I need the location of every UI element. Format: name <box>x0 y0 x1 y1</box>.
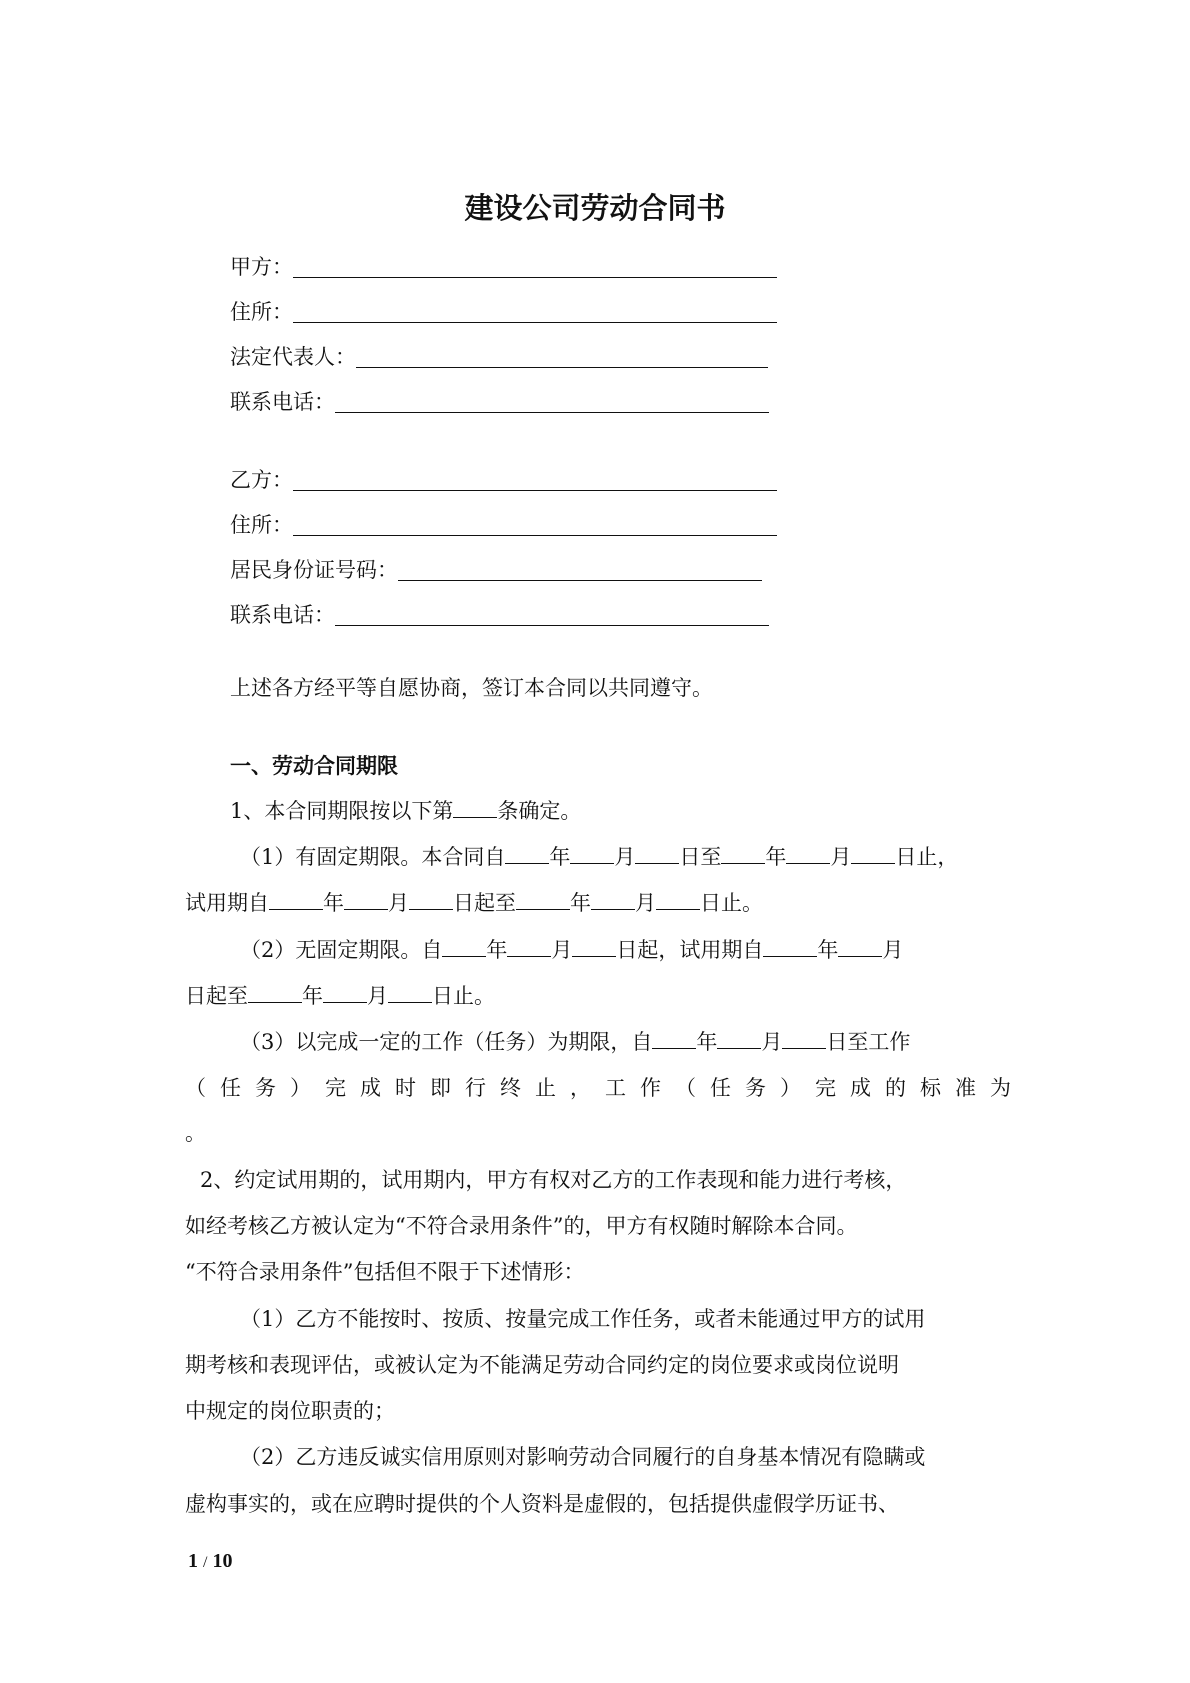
date-blank[interactable] <box>570 841 614 864</box>
total-pages: 10 <box>212 1550 233 1572</box>
party-b-name-blank[interactable] <box>293 466 777 491</box>
condition-2-line-1: （2）乙方违反诚实信用原则对影响劳动合同履行的自身基本情况有隐瞒或 <box>240 1445 926 1469</box>
date-blank[interactable] <box>344 887 388 910</box>
party-b-address-blank[interactable] <box>293 511 777 536</box>
party-a-name-field <box>230 248 777 282</box>
item-1-line-1: （1）有固定期限。本合同自 年 月 日至 年 月 日止， <box>240 841 958 872</box>
intro-paragraph: 上述各方经平等自愿协商，签订本合同以共同遵守。 <box>230 676 713 700</box>
date-blank[interactable] <box>782 1026 826 1049</box>
condition-1-line-1: （1）乙方不能按时、按质、按量完成工作任务，或者未能通过甲方的试用 <box>240 1307 926 1331</box>
party-b-phone-label: 联系电话： <box>230 603 335 627</box>
party-a-representative-label: 法定代表人： <box>230 345 356 369</box>
date-blank[interactable] <box>269 887 323 910</box>
date-blank[interactable] <box>442 934 486 957</box>
party-a-phone-blank[interactable] <box>335 388 769 413</box>
date-blank[interactable] <box>507 934 551 957</box>
condition-2-line-2: 虚构事实的，或在应聘时提供的个人资料是虚假的，包括提供虚假学历证书、 <box>185 1492 899 1516</box>
date-blank[interactable] <box>851 841 895 864</box>
item-3-line-2: （ 任 务 ） 完 成 时 即 行 终 止 ， 工 作 （ 任 务 ） 完 成 的 标 准 为 <box>185 1076 1011 1100</box>
item-1-line-2: 试用期自 年 月 日起至 年 月 日止。 <box>185 887 763 918</box>
date-blank[interactable] <box>786 841 830 864</box>
current-page: 1 <box>188 1550 198 1572</box>
page-separator: / <box>203 1554 208 1571</box>
date-blank[interactable] <box>248 980 302 1003</box>
party-a-address-label: 住所： <box>230 300 293 324</box>
date-blank[interactable] <box>717 1026 761 1049</box>
date-blank[interactable] <box>505 841 549 864</box>
section-1-heading: 一、劳动合同期限 <box>230 754 398 778</box>
party-b-address-label: 住所： <box>230 513 293 537</box>
party-b-id-field <box>230 551 762 585</box>
date-blank[interactable] <box>635 841 679 864</box>
date-blank[interactable] <box>323 980 367 1003</box>
date-blank[interactable] <box>516 887 570 910</box>
party-a-phone-field <box>230 383 769 417</box>
party-a-representative-field <box>230 338 768 372</box>
date-blank[interactable] <box>388 980 432 1003</box>
party-b-id-blank[interactable] <box>398 556 762 581</box>
party-b-id-label: 居民身份证号码： <box>230 558 398 582</box>
party-b-name-label: 乙方： <box>230 468 293 492</box>
item-2-line-1: （2）无固定期限。自 年 月 日起，试用期自 年 月 <box>240 934 903 965</box>
condition-1-line-2: 期考核和表现评估，或被认定为不能满足劳动合同约定的岗位要求或岗位说明 <box>185 1353 899 1377</box>
party-b-address-field <box>230 506 777 540</box>
item-3-line-1: （3）以完成一定的工作（任务）为期限，自 年 月 日至工作 <box>240 1026 910 1057</box>
party-b-name-field <box>230 461 777 495</box>
page-number <box>188 1548 232 1576</box>
condition-1-line-3: 中规定的岗位职责的； <box>185 1399 395 1423</box>
party-b-phone-field <box>230 596 769 630</box>
date-blank[interactable] <box>652 1026 696 1049</box>
party-a-name-label: 甲方： <box>230 255 293 279</box>
date-blank[interactable] <box>409 887 453 910</box>
date-blank[interactable] <box>763 934 817 957</box>
paragraph-2-line-3: “不符合录用条件”包括但不限于下述情形： <box>185 1260 585 1284</box>
party-a-representative-blank[interactable] <box>356 343 768 368</box>
date-blank[interactable] <box>656 887 700 910</box>
date-blank[interactable] <box>591 887 635 910</box>
date-blank[interactable] <box>572 934 616 957</box>
party-a-address-field <box>230 293 777 327</box>
party-a-name-blank[interactable] <box>293 253 777 278</box>
paragraph-2-line-1: 2、约定试用期的，试用期内，甲方有权对乙方的工作表现和能力进行考核， <box>200 1168 907 1192</box>
document-title: 建设公司劳动合同书 <box>464 191 726 225</box>
section-1-paragraph-1: 1、本合同期限按以下第 条确定。 <box>230 795 581 826</box>
item-3-line-3: 。 <box>185 1121 206 1145</box>
date-blank[interactable] <box>838 934 882 957</box>
clause-number-blank[interactable] <box>453 795 497 818</box>
item-2-line-2: 日起至 年 月 日止。 <box>185 980 495 1011</box>
party-a-phone-label: 联系电话： <box>230 390 335 414</box>
party-b-phone-blank[interactable] <box>335 601 769 626</box>
party-a-address-blank[interactable] <box>293 298 777 323</box>
date-blank[interactable] <box>721 841 765 864</box>
paragraph-2-line-2: 如经考核乙方被认定为“不符合录用条件”的，甲方有权随时解除本合同。 <box>185 1214 858 1238</box>
